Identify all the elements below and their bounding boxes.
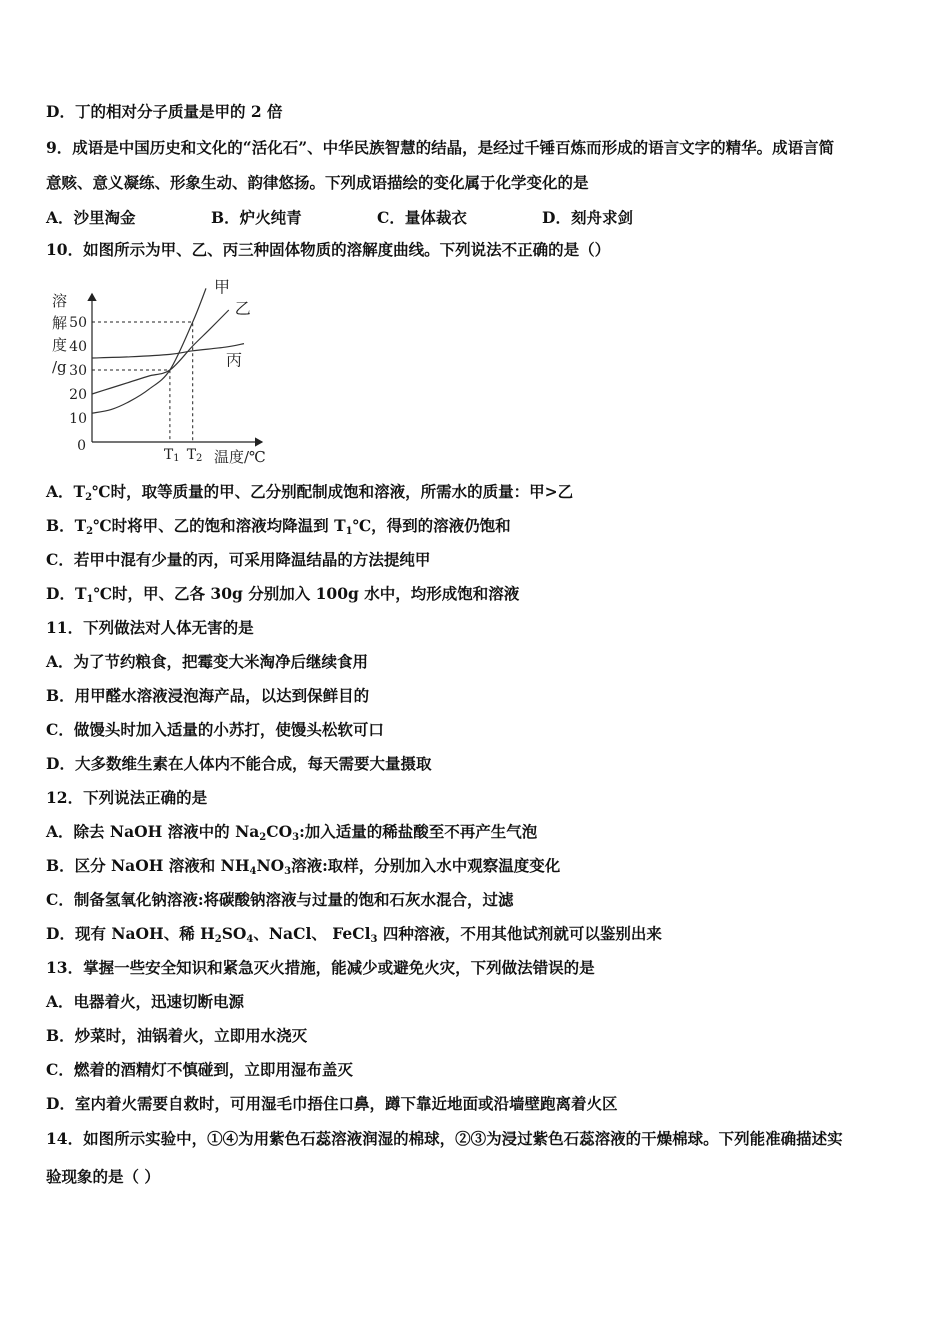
q10-option-a: A．$T_2℃$时，取等质量的甲、乙分别配制成饱和溶液，所需水的质量：甲>乙 [46,482,574,503]
q11-stem: 11．下列做法对人体无害的是 [46,618,254,637]
q11-option-c: C．做馒头时加入适量的小苏打，使馒头松软可口 [46,720,384,739]
x-axis-label: 温度/℃ [214,448,266,466]
origin-label: 0 [77,438,86,454]
q9-options [46,206,906,226]
q9-stem-line2: 意赅、意义凝练、形象生动、韵律悠扬。下列成语描绘的变化属于化学变化的是 [46,173,589,192]
q13-option-a: A．电器着火，迅速切断电源 [46,992,245,1011]
q12-option-c: C．制备氢氧化钠溶液:将碳酸钠溶液与过量的饱和石灰水混合，过滤 [46,890,514,909]
curve-yi-label: 乙 [234,299,251,318]
y-axis-label-char: /g [52,358,67,376]
q12-stem: 12．下列说法正确的是 [46,788,208,807]
guide-line-30 [92,370,170,442]
q12-option-a: A．除去 NaOH 溶液中的 $Na_2CO_3$:加入适量的稀盐酸至不再产生气泡 [46,822,538,843]
q14-stem-line2: 验现象的是（ ） [46,1167,160,1186]
x-tick-label: T1 [163,447,180,464]
q9-option-d: D．刻舟求剑 [542,208,633,227]
y-tick-label: 40 [69,339,87,355]
y-axis-label-char: 溶 [52,292,68,310]
q13-option-d: D．室内着火需要自救时，可用湿毛巾捂住口鼻，蹲下靠近地面或沿墙壁跑离着火区 [46,1094,618,1113]
q12-option-b: B．区分 NaOH 溶液和 $NH_4NO_3$溶液:取样，分别加入水中观察温度变化 [46,856,561,877]
q10-option-d: D．$T_1℃$时，甲、乙各 30g 分别加入 100g 水中，均形成饱和溶液 [46,584,520,605]
q12-option-d: D．现有 NaOH、稀 $H_2SO_4$、NaCl、 FeCl$_3$ 四种溶液，不用其他试剂就可以鉴别出来 [46,924,662,945]
guide-line-50 [92,322,193,442]
q9-option-b: B．炉火纯青 [211,208,302,227]
y-tick-label: 30 [69,363,87,379]
q9-stem-line1: 9．成语是中国历史和文化的“活化石”、中华民族智慧的结晶，是经过千锤百炼而形成的语言文字的精华。成语言简 [46,138,835,157]
q11-option-b: B．用甲醛水溶液浸泡海产品，以达到保鲜目的 [46,686,370,705]
q10-option-b: B．$T_2℃$时将甲、乙的饱和溶液均降温到 $T_1℃$，得到的溶液仍饱和 [46,516,511,537]
q13-option-b: B．炒菜时，油锅着火，立即用水浇灭 [46,1026,308,1045]
y-axis-label-char: 解 [52,314,68,332]
q13-option-c: C．燃着的酒精灯不慎碰到，立即用湿布盖灭 [46,1060,353,1079]
q9-option-c: C．量体裁衣 [377,208,467,227]
curve-bing [92,344,244,358]
q13-stem: 13．掌握一些安全知识和紧急灭火措施，能减少或避免火灾，下列做法错误的是 [46,958,595,977]
solubility-chart [44,276,284,468]
q14-stem-line1: 14．如图所示实验中，①④为用紫色石蕊溶液润湿的棉球，②③为浸过紫色石蕊溶液的干燥棉球。下列能准确描述实 [46,1129,843,1148]
y-tick-label: 50 [69,315,87,331]
q10-stem: 10．如图所示为甲、乙、丙三种固体物质的溶解度曲线。下列说法不正确的是（） [46,240,611,259]
q9-option-a: A．沙里淘金 [46,208,136,227]
x-tick-label: T2 [186,447,203,464]
q8-option-d: D．丁的相对分子质量是甲的 2 倍 [46,102,283,121]
curve-jia-label: 甲 [214,277,231,297]
q11-option-a: A．为了节约粮食，把霉变大米淘净后继续食用 [46,652,369,671]
y-tick-label: 10 [69,411,87,427]
y-tick-label: 20 [69,387,87,403]
y-axis-label-char: 度 [52,336,68,354]
q11-option-d: D．大多数维生素在人体内不能合成，每天需要大量摄取 [46,754,432,773]
curve-bing-label: 丙 [226,350,243,370]
q10-option-c: C．若甲中混有少量的丙，可采用降温结晶的方法提纯甲 [46,550,431,569]
